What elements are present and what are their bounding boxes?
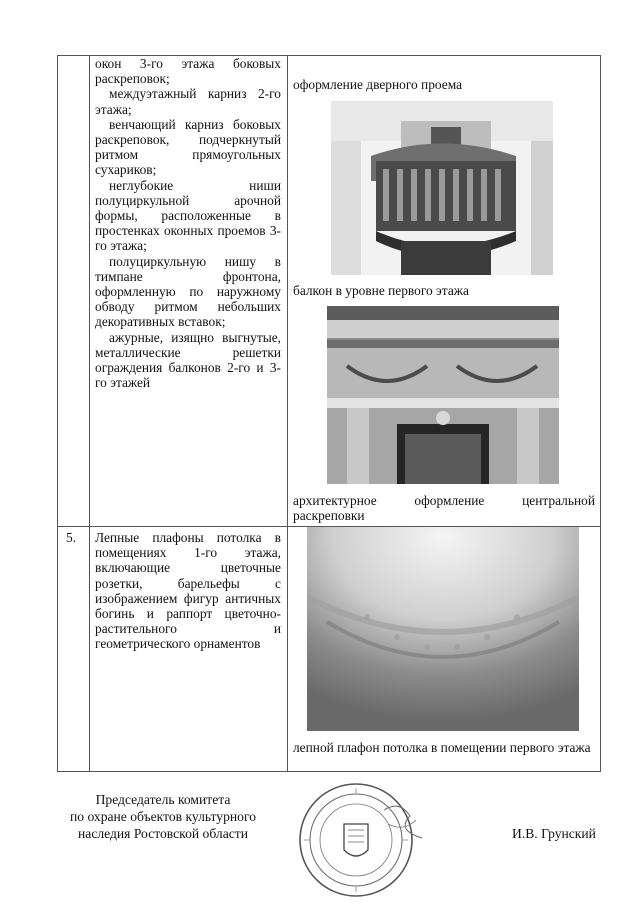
- photo-ceiling-plafond: [307, 527, 579, 731]
- row4-description: [95, 56, 281, 390]
- official-seal-icon: [288, 780, 428, 909]
- caption-central-facade: архитектурное оформление центральной раскреповки: [293, 493, 595, 524]
- signatory-title: [58, 791, 268, 842]
- row4-line-2: междуэтажный карниз 2-го этажа;: [95, 86, 281, 117]
- table-border-col1: [89, 55, 90, 772]
- table-border-right: [600, 55, 601, 772]
- row5-description: Лепные плафоны потолка в помещениях 1-го этажа, включающие цветочные розетки, барельефы с изображением фигур античных богинь и раппорт цветочно-растительного и геометрического орнаментов: [95, 530, 281, 652]
- photo-central-facade: [327, 306, 559, 484]
- caption-door-opening: оформление дверного проема: [293, 77, 463, 92]
- table-border-bottom: [57, 771, 601, 772]
- table-border-left: [57, 55, 58, 772]
- table-border-col2: [287, 55, 288, 772]
- row5-number: 5.: [66, 530, 77, 545]
- caption-balcony: балкон в уровне первого этажа: [293, 283, 469, 298]
- row4-line-4: неглубокие ниши полуциркульной арочной формы, расположенные в простенках оконных проемов 3-го этажа;: [95, 177, 281, 254]
- signatory-title-line-3: наследия Ростовской области: [78, 826, 248, 841]
- signatory-title-line-1: Председатель комитета: [95, 792, 231, 807]
- signatory-title-line-2: по охране объектов культурного: [69, 809, 257, 824]
- row4-line-5: полуциркульную нишу в тимпане фронтона, оформленную по наружному обводу ритмом небольших декоративных вставок;: [95, 253, 281, 330]
- caption-ceiling-plafond: лепной плафон потолка в помещении первого этажа: [293, 740, 591, 755]
- photo-balcony: [331, 101, 553, 275]
- row4-line-6: ажурные, изящно выгнутые, металлические решетки ограждения балконов 2-го и 3-го этажей: [95, 329, 281, 391]
- row4-line-3: венчающий карниз боковых раскреповок, подчеркнутый ритмом прямоугольных сухариков;: [95, 116, 281, 178]
- row4-line-1: окон 3-го этажа боковых раскреповок;: [95, 56, 281, 87]
- signatory-name: И.В. Грунский: [512, 826, 596, 841]
